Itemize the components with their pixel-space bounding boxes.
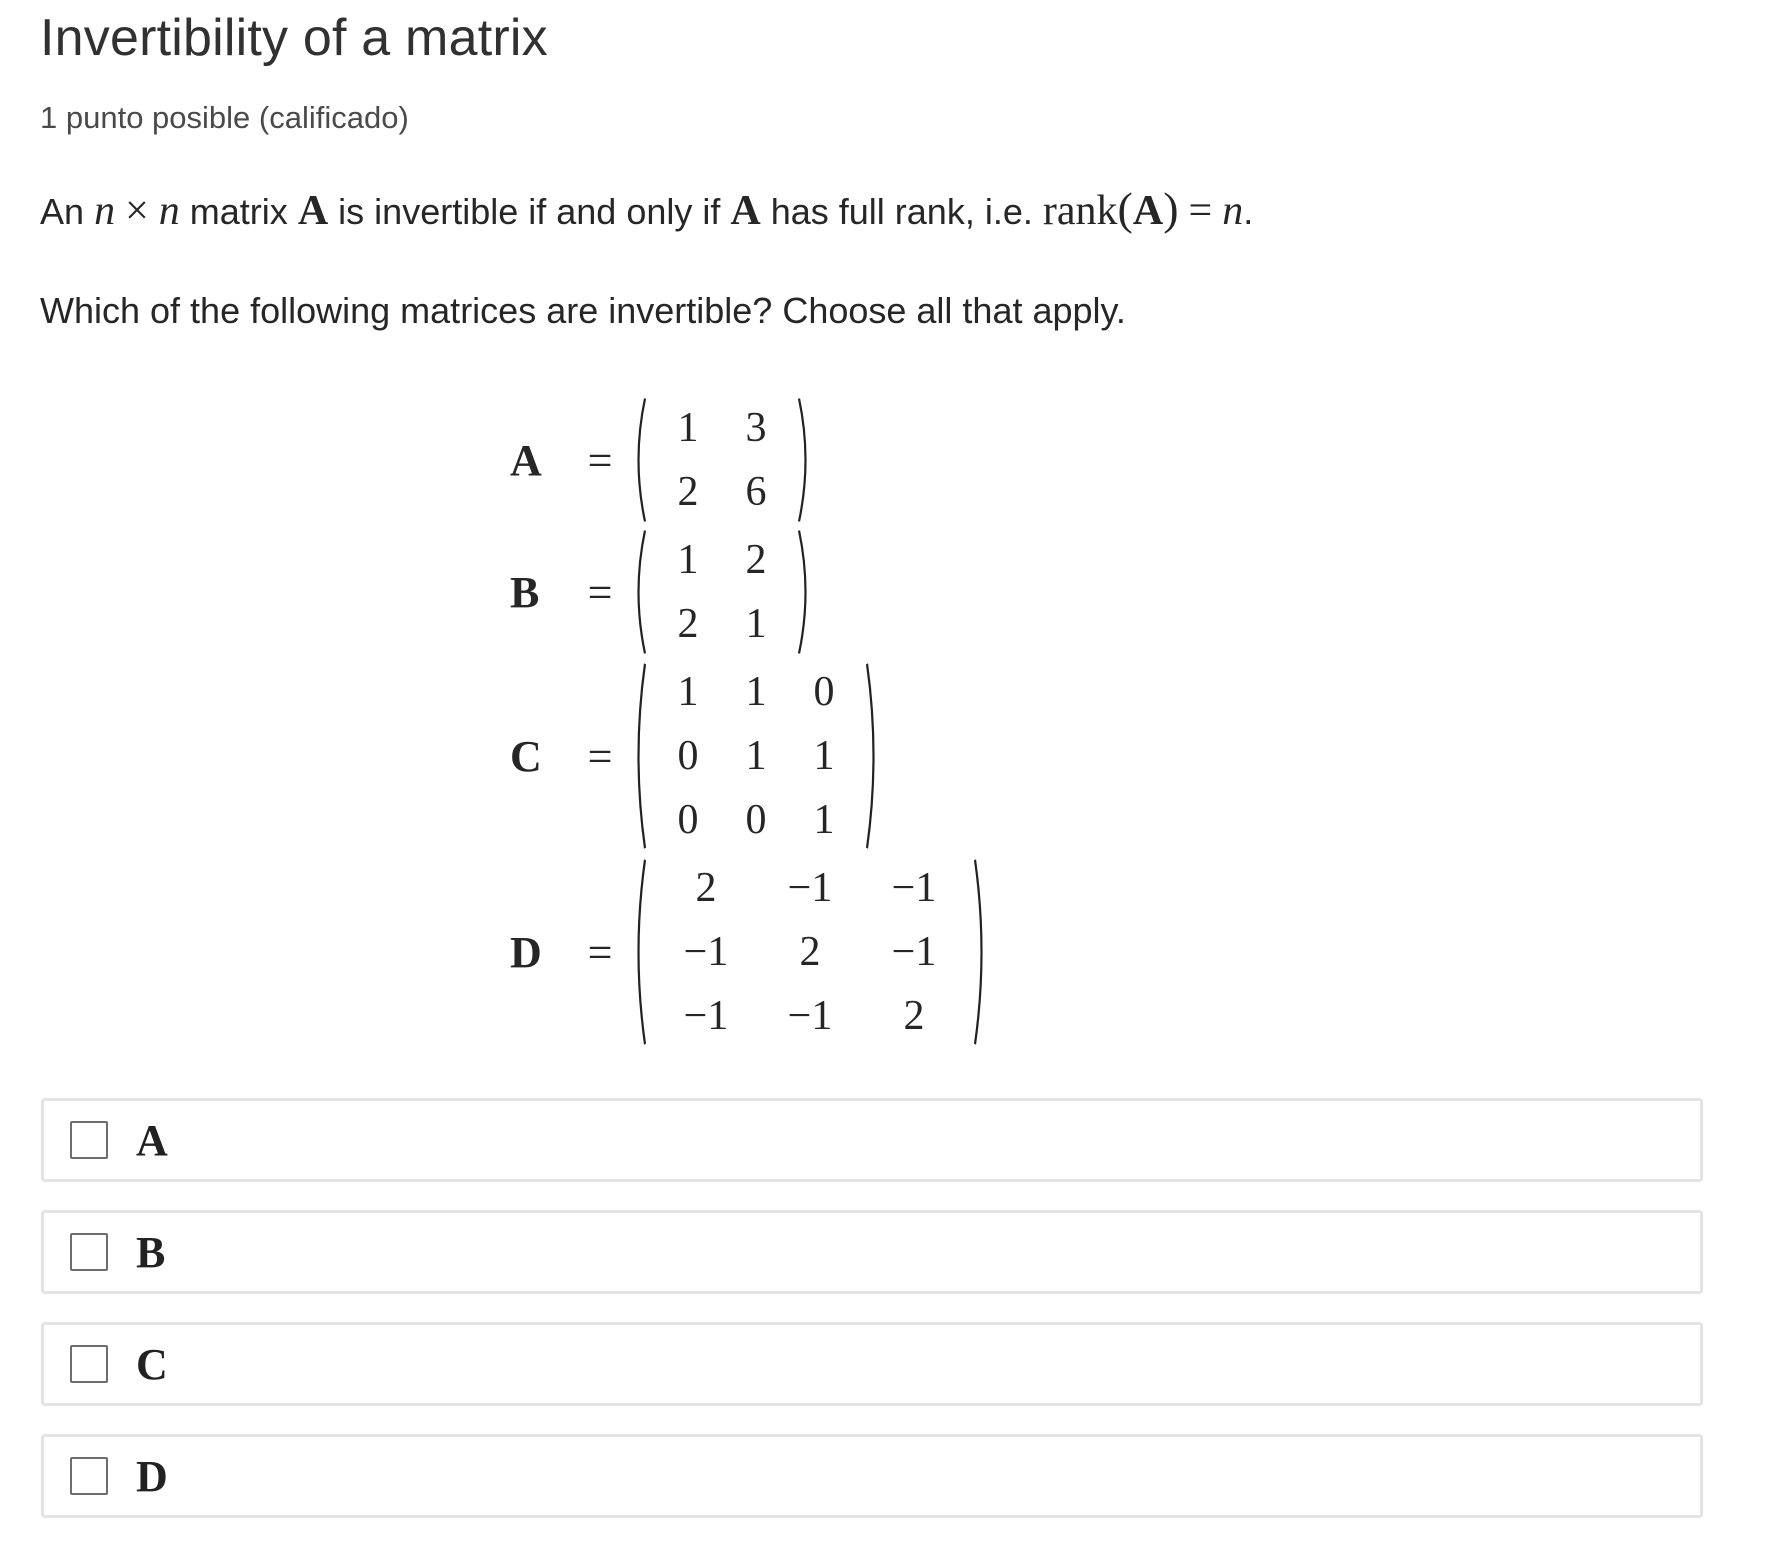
choice-label[interactable]: C [136, 1340, 168, 1389]
choice-checkbox[interactable] [70, 1457, 108, 1495]
matrix-cell: −1 [787, 993, 833, 1039]
matrix-name: D [510, 927, 542, 977]
choice-label[interactable]: B [136, 1228, 166, 1277]
statement-text: is invertible if and only if [338, 191, 721, 232]
matrix-cell: 6 [745, 469, 767, 515]
matrix-cell: 0 [745, 797, 767, 843]
math-A: A [1132, 188, 1164, 234]
matrix-cell: 1 [813, 733, 835, 779]
matrix-b [510, 528, 814, 656]
matrix-cell: −1 [683, 929, 729, 975]
matrix-cell: 1 [745, 733, 767, 779]
choice-checkbox[interactable] [70, 1233, 108, 1271]
matrix-name: A [510, 435, 542, 485]
matrix-body [630, 856, 990, 1048]
math-n: n [94, 188, 116, 234]
matrix-cell: 1 [745, 601, 767, 647]
question-text: Which of the following matrices are invertible? Choose all that apply. [40, 290, 1126, 331]
statement-period: . [1243, 191, 1254, 232]
statement-text: matrix [189, 191, 288, 232]
matrix-d [510, 856, 990, 1048]
math-paren-right: ) [1163, 183, 1179, 234]
matrix-equals: = [587, 435, 613, 485]
matrix-cell: 0 [813, 669, 835, 715]
matrix-cell: 3 [745, 405, 767, 451]
choice-option-a[interactable] [41, 1098, 1703, 1182]
problem-statement [40, 182, 1253, 235]
matrix-name: C [510, 731, 542, 781]
choice-label[interactable]: D [136, 1452, 168, 1501]
matrix-cell: 2 [695, 865, 717, 911]
math-times: × [125, 188, 149, 234]
matrix-cell: 2 [903, 993, 925, 1039]
left-paren [630, 396, 648, 524]
math-n: n [158, 188, 180, 234]
right-paren [796, 528, 814, 656]
matrix-cell: −1 [787, 865, 833, 911]
matrix-cell: 1 [677, 669, 699, 715]
choice-option-d[interactable] [41, 1434, 1703, 1518]
math-A: A [297, 188, 329, 234]
matrix-cell: 1 [677, 405, 699, 451]
matrix-cell: 2 [799, 929, 821, 975]
matrix-grid [648, 528, 796, 656]
matrix-cell: 2 [677, 601, 699, 647]
matrix-c [510, 660, 882, 852]
matrix-body [630, 660, 882, 852]
matrix-cell: 2 [677, 469, 699, 515]
math-A: A [730, 188, 761, 234]
right-paren [972, 856, 990, 1048]
points-possible: 1 punto posible (calificado) [40, 100, 409, 135]
choice-option-b[interactable] [41, 1210, 1703, 1294]
left-paren [630, 856, 648, 1048]
choice-label[interactable]: A [136, 1116, 168, 1165]
choice-checkbox[interactable] [70, 1345, 108, 1383]
matrix-equals: = [587, 731, 613, 781]
matrix-cell: 0 [677, 797, 699, 843]
matrix-cell: −1 [891, 865, 937, 911]
matrix-cell: 0 [677, 733, 699, 779]
matrix-cell: 2 [745, 537, 767, 583]
math-paren-left: ( [1117, 183, 1133, 234]
matrix-cell: 1 [677, 537, 699, 583]
matrix-grid [648, 856, 972, 1048]
right-paren [796, 396, 814, 524]
matrix-body [630, 528, 814, 656]
left-paren [630, 528, 648, 656]
matrix-equals: = [587, 567, 613, 617]
math-rank: rank [1042, 188, 1118, 234]
matrix-a [510, 396, 814, 524]
matrix-cell: −1 [891, 929, 937, 975]
statement-text: An [40, 191, 85, 232]
math-equals: = [1188, 188, 1213, 234]
matrix-cell: 1 [745, 669, 767, 715]
choice-checkbox[interactable] [70, 1121, 108, 1159]
matrix-grid [648, 660, 864, 852]
matrix-name: B [510, 567, 540, 617]
math-n: n [1222, 188, 1244, 234]
matrix-equals: = [587, 927, 613, 977]
left-paren [630, 660, 648, 852]
matrix-cell: 1 [813, 797, 835, 843]
right-paren [864, 660, 882, 852]
statement-text: has full rank, i.e. [770, 191, 1033, 232]
matrix-body [630, 396, 814, 524]
problem-title: Invertibility of a matrix [40, 9, 548, 67]
choice-option-c[interactable] [41, 1322, 1703, 1406]
matrix-grid [648, 396, 796, 524]
matrix-cell: −1 [683, 993, 729, 1039]
